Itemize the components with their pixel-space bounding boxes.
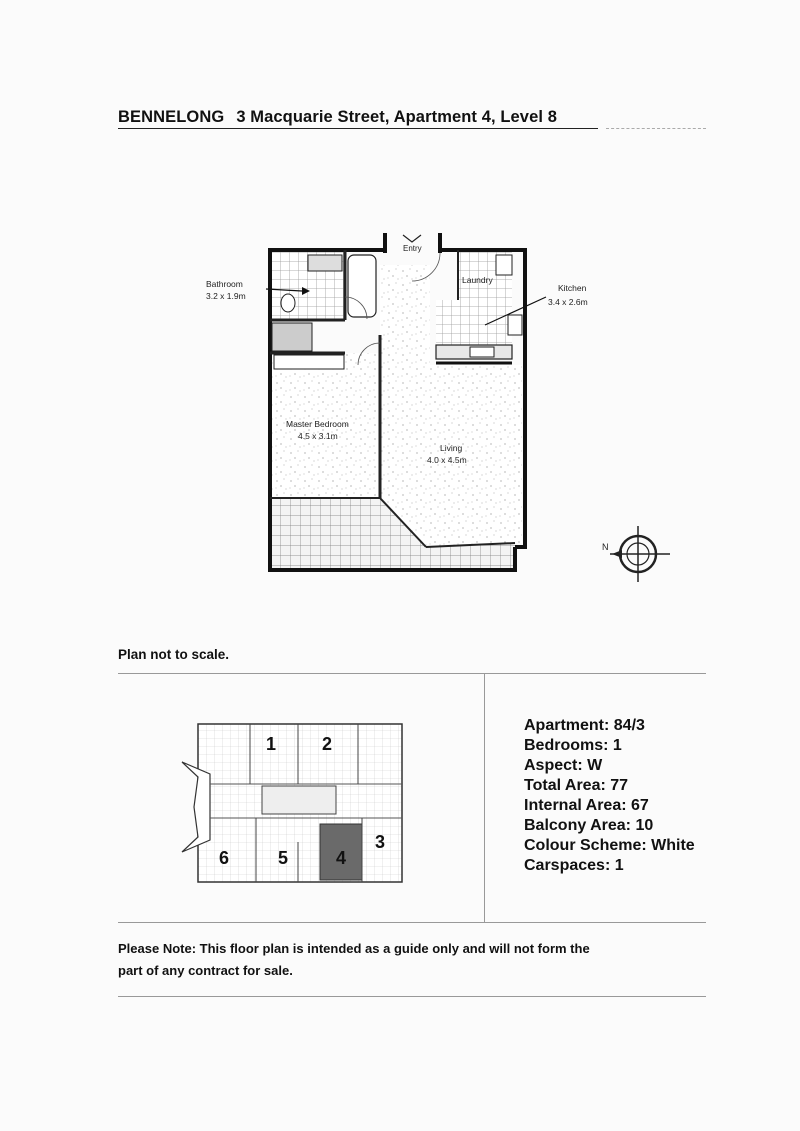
key-plan-core [262, 786, 336, 814]
bathtub [348, 255, 376, 317]
disclaimer [118, 938, 718, 982]
wardrobe [274, 355, 344, 369]
laundry-tub [496, 255, 512, 275]
scale-note: Plan not to scale. [118, 647, 230, 662]
apartment-address: 3 Macquarie Street, Apartment 4, Level 8 [236, 108, 558, 126]
master-bedroom-label: Master Bedroom [286, 419, 349, 429]
unit-3-label: 3 [375, 832, 386, 852]
unit-5-label: 5 [278, 848, 289, 868]
title-dashed-rule [606, 128, 706, 129]
detail-balcony-area: Balcony Area: 10 [524, 817, 654, 834]
detail-colour-scheme: Colour Scheme: White [524, 837, 695, 854]
bathroom-label: Bathroom [206, 279, 243, 289]
detail-apartment: Apartment: 84/3 [524, 717, 645, 734]
toilet [281, 294, 295, 312]
living-label: Living [440, 443, 463, 453]
unit-2-label: 2 [322, 734, 333, 754]
section-divider-bottom [118, 996, 706, 997]
north-compass [600, 520, 680, 597]
bathroom-size: 3.2 x 1.9m [206, 291, 246, 301]
compass-north-label: N [602, 542, 609, 552]
section-divider-vertical [484, 673, 485, 923]
master-bedroom-size: 4.5 x 3.1m [298, 431, 338, 441]
unit-1-label: 1 [266, 734, 277, 754]
building-name: BENNELONG [118, 108, 225, 126]
detail-internal-area: Internal Area: 67 [524, 797, 649, 814]
vanity [308, 255, 342, 271]
page-title [118, 108, 557, 127]
key-plan-wing [182, 762, 210, 852]
cooktop [508, 315, 522, 335]
detail-total-area: Total Area: 77 [524, 777, 629, 794]
kitchen-label: Kitchen [558, 283, 587, 293]
entry-label: Entry [403, 244, 422, 253]
apartment-floor-plan [190, 225, 588, 590]
detail-aspect: Aspect: W [524, 757, 603, 774]
unit-6-label: 6 [219, 848, 230, 868]
title-underline [118, 128, 598, 129]
disclaimer-line-1: Please Note: This floor plan is intended as a guide only and will not form the [118, 941, 590, 956]
kitchen-floor [436, 300, 512, 350]
living-size: 4.0 x 4.5m [427, 455, 467, 465]
laundry-label: Laundry [462, 275, 493, 285]
kitchen-size: 3.4 x 2.6m [548, 297, 588, 307]
unit-4-label: 4 [336, 848, 347, 868]
building-key-plan [182, 722, 412, 892]
apartment-details [524, 716, 695, 876]
storage-cupboard [272, 323, 312, 351]
entry-arrow [403, 235, 421, 242]
disclaimer-line-2: part of any contract for sale. [118, 963, 293, 978]
section-divider-middle [118, 922, 706, 923]
detail-carspaces: Carspaces: 1 [524, 857, 624, 874]
section-divider-top [118, 673, 706, 674]
compass-arrow [612, 550, 622, 558]
detail-bedrooms: Bedrooms: 1 [524, 737, 622, 754]
kitchen-sink [470, 347, 494, 357]
